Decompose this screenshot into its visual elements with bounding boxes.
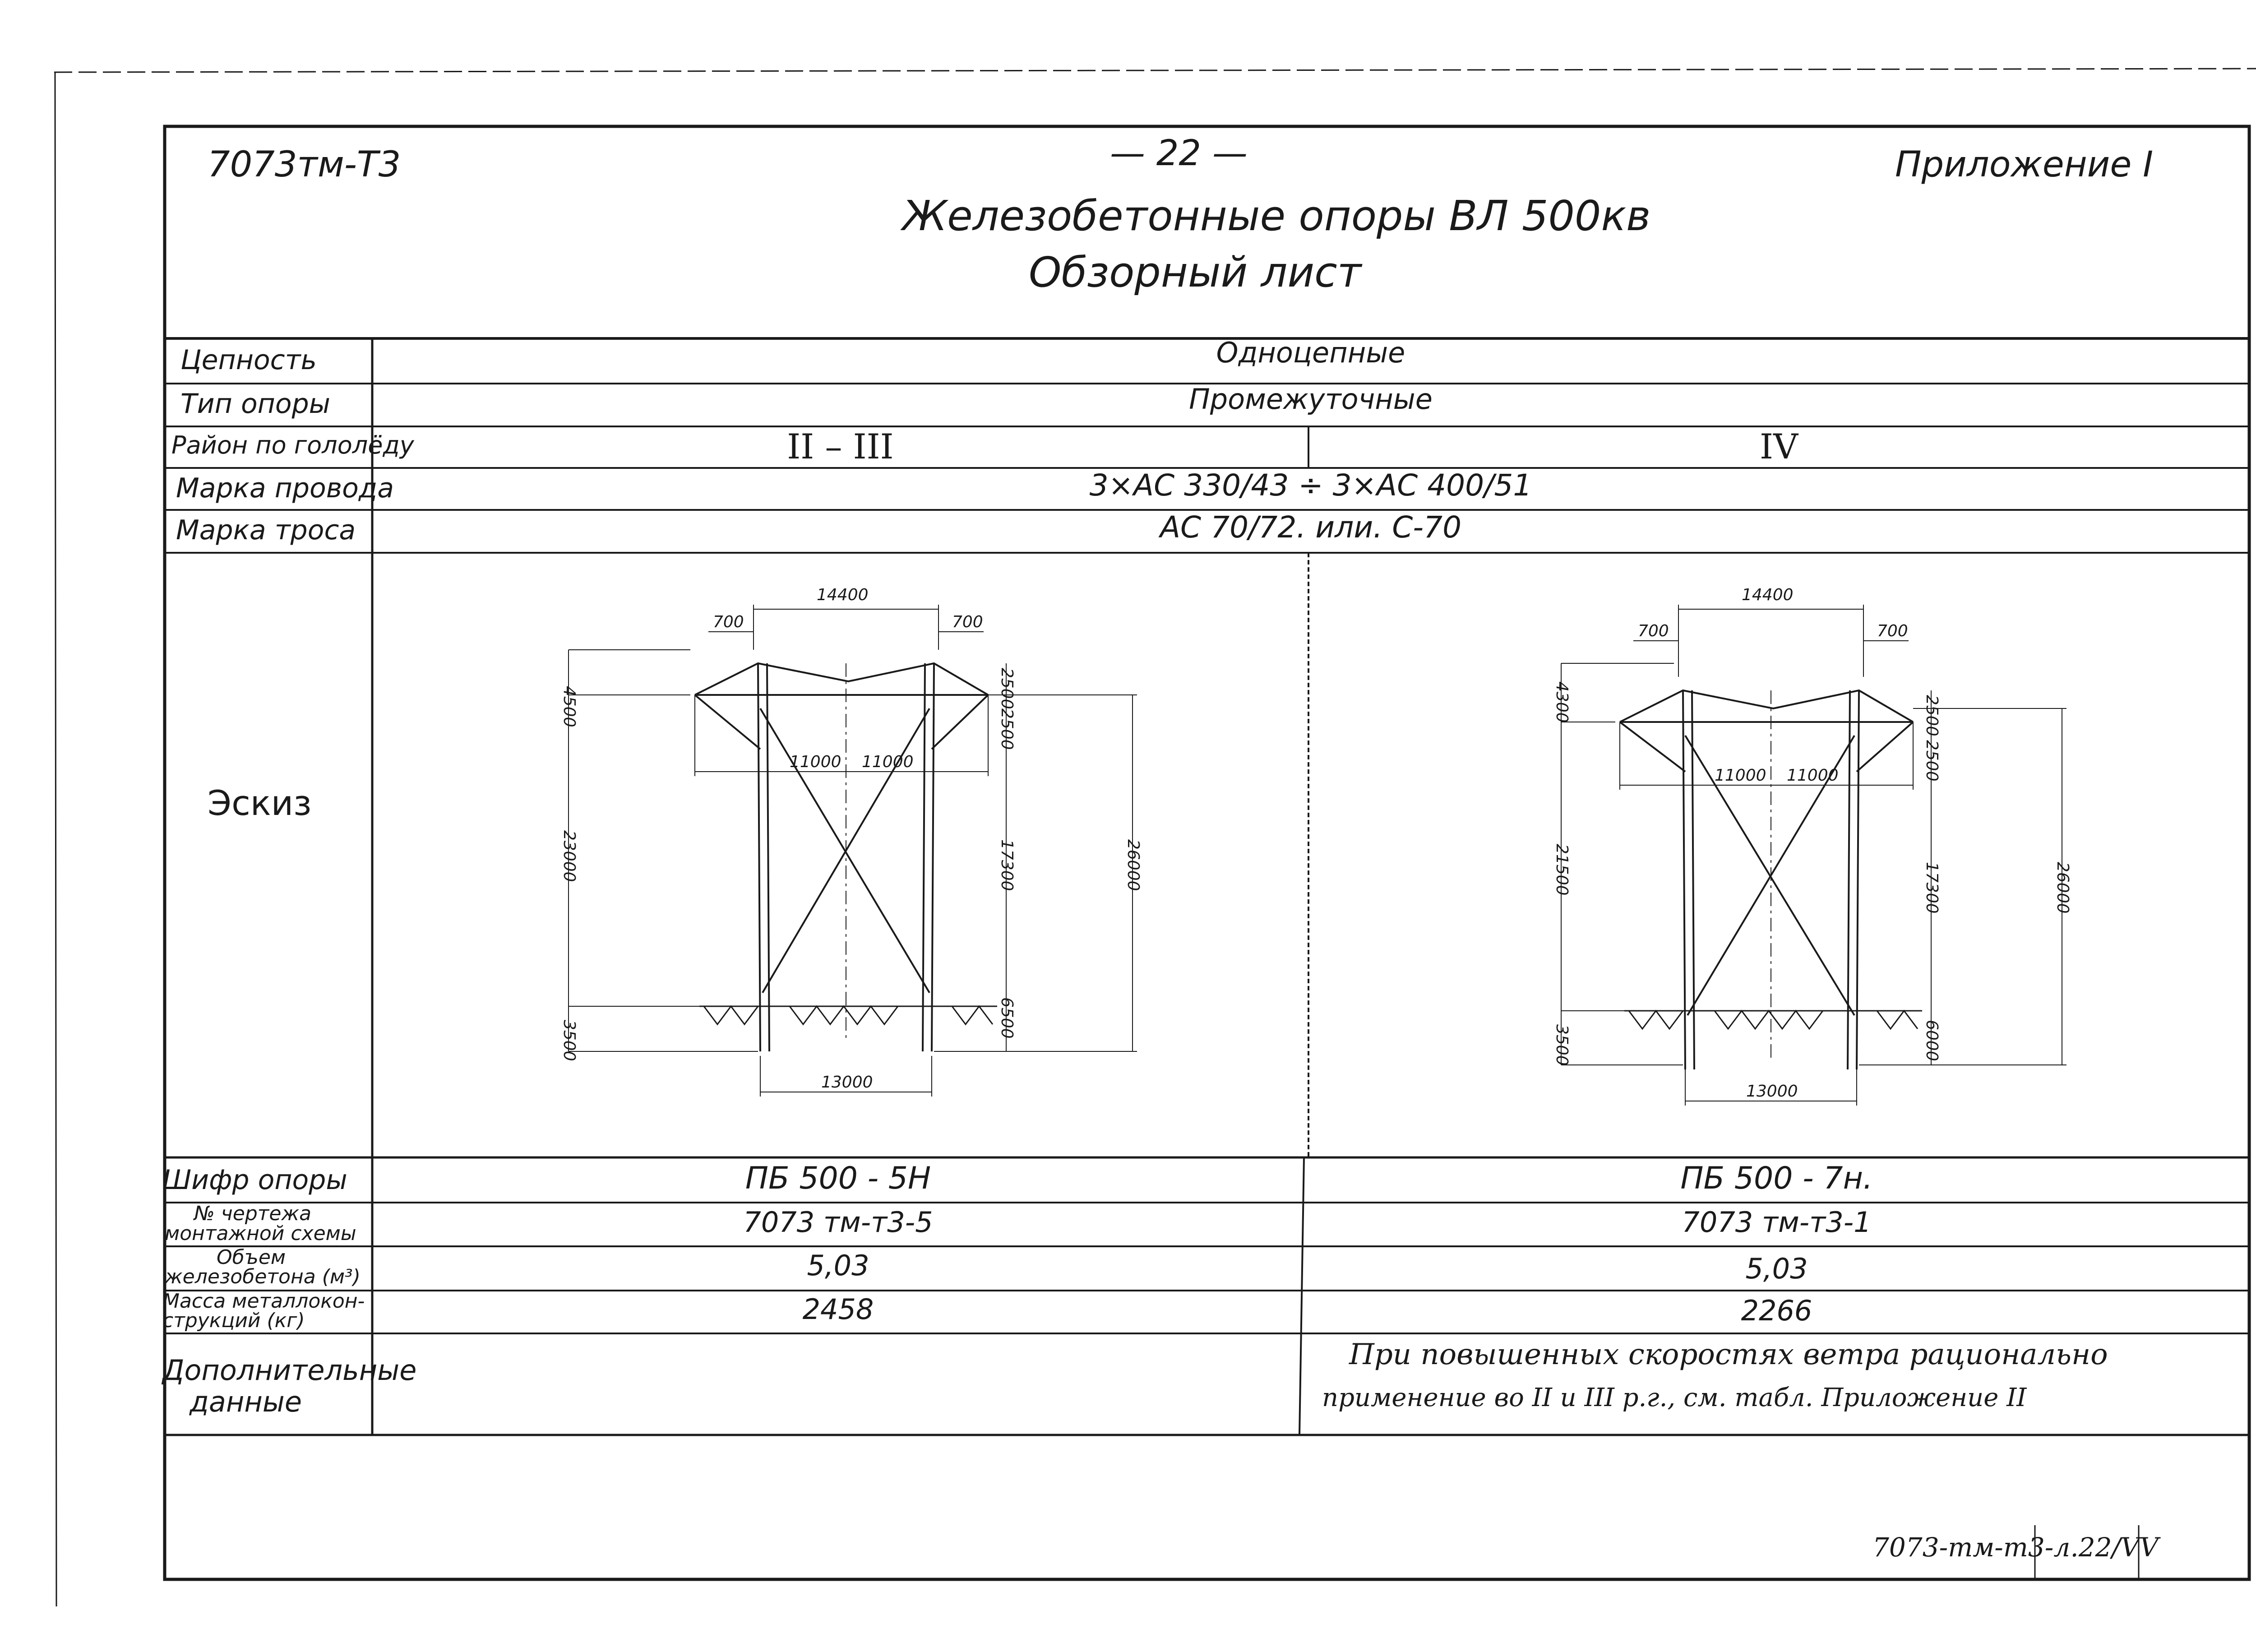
right-offset-r: 700 [1877, 622, 1908, 640]
left-pole [758, 663, 760, 1051]
right-main-height: 21500 [1553, 844, 1571, 896]
value-drawing-right: 7073 тм-т3-1 [1682, 1206, 1872, 1239]
right-lower-arm: 2500 [1923, 740, 1941, 782]
label-drawing-no-1: № чертежа [194, 1202, 312, 1225]
label-drawing-no-2: монтажной схемы [165, 1222, 356, 1245]
left-offset-r: 700 [952, 613, 983, 631]
label-metal-2: струкций (кг) [162, 1309, 305, 1332]
right-upper-arm: 2500 [1923, 695, 1941, 736]
support-sketch-left [555, 560, 1187, 1101]
left-top-height: 4500 [560, 686, 578, 727]
label-metal-1: Масса металлокон- [162, 1290, 365, 1313]
value-metal-right: 2266 [1741, 1294, 1812, 1327]
support-sketch-right [1539, 573, 2170, 1115]
label-cable-brand: Марка троса [176, 514, 356, 546]
value-wire-brand: 3×АС 330/43 ÷ 3×АС 400/51 [1089, 468, 1532, 503]
value-ice-left: II – III [787, 426, 894, 467]
label-sketch: Эскиз [208, 783, 312, 823]
value-support-type: Промежуточные [1189, 383, 1433, 416]
crossarm [695, 663, 988, 695]
value-concrete-left: 5,03 [807, 1249, 869, 1282]
left-arm-r: 11000 [862, 753, 914, 771]
right-offset-l: 700 [1638, 622, 1669, 640]
right-pole [923, 663, 925, 1051]
right-base-span: 13000 [1746, 1082, 1798, 1101]
left-total-height: 26000 [1124, 839, 1142, 891]
value-ice-right: IV [1760, 426, 1798, 467]
left-right-height: 17300 [998, 839, 1016, 891]
document-subtitle: Обзорный лист [1029, 248, 1362, 296]
right-crossarm [1620, 690, 1913, 722]
left-foot-height: 3500 [560, 1020, 578, 1061]
right-top-span: 14400 [1742, 586, 1794, 604]
document-code: 7073тм-Т3 [208, 144, 401, 185]
value-drawing-left: 7073 тм-т3-5 [743, 1206, 933, 1239]
additional-note-line2: применение во II и III р.г., см. табл. Приложение II [1322, 1383, 2027, 1412]
right-total-height: 26000 [2053, 862, 2072, 914]
value-metal-left: 2458 [802, 1293, 874, 1326]
document-title: Железобетонные опоры ВЛ 500кв [902, 192, 1651, 240]
label-support-code: Шифр опоры [162, 1164, 347, 1196]
value-code-left: ПБ 500 - 5Н [745, 1161, 931, 1196]
label-support-type: Тип опоры [180, 388, 331, 420]
left-upper-arm: 2500 [998, 668, 1016, 709]
appendix-label: Приложение I [1895, 144, 2154, 185]
right-sketch-left-pole [1683, 690, 1685, 1069]
right-ground-right: 6000 [1923, 1020, 1941, 1061]
value-cable-brand: АС 70/72. или. С-70 [1160, 510, 1462, 545]
label-additional-1: Дополнительные [162, 1354, 417, 1387]
left-top-span: 14400 [817, 586, 869, 604]
label-ice-region: Район по гололёду [171, 431, 414, 459]
left-offset-l: 700 [713, 613, 744, 631]
right-top-height: 4300 [1553, 681, 1571, 723]
footer-stamp: 7073-тм-т3-л.22/VV [1872, 1532, 2159, 1563]
right-foot-height: 3500 [1553, 1024, 1571, 1066]
value-concrete-right: 5,03 [1745, 1252, 1808, 1285]
additional-note-line1: При повышенных скоростях ветра рационально [1349, 1338, 2108, 1371]
label-wire-brand: Марка провода [176, 472, 394, 504]
right-arm-l: 11000 [1715, 766, 1766, 785]
label-chain: Цепность [180, 344, 317, 376]
label-concrete-2: железобетона (м³) [165, 1265, 361, 1288]
left-arm-l: 11000 [790, 753, 841, 771]
label-additional-2: данные [190, 1385, 302, 1418]
page-number: — 22 — [1110, 133, 1248, 174]
left-ground-right: 6500 [998, 997, 1016, 1039]
right-right-height: 17300 [1923, 862, 1941, 914]
left-base-span: 13000 [821, 1073, 873, 1092]
label-concrete-1: Объем [217, 1246, 286, 1269]
value-chain: Одноцепные [1216, 336, 1405, 369]
left-lower-arm: 2500 [998, 708, 1016, 750]
right-arm-r: 11000 [1787, 766, 1839, 785]
value-code-right: ПБ 500 - 7н. [1680, 1161, 1873, 1196]
left-main-height: 23000 [560, 830, 578, 882]
